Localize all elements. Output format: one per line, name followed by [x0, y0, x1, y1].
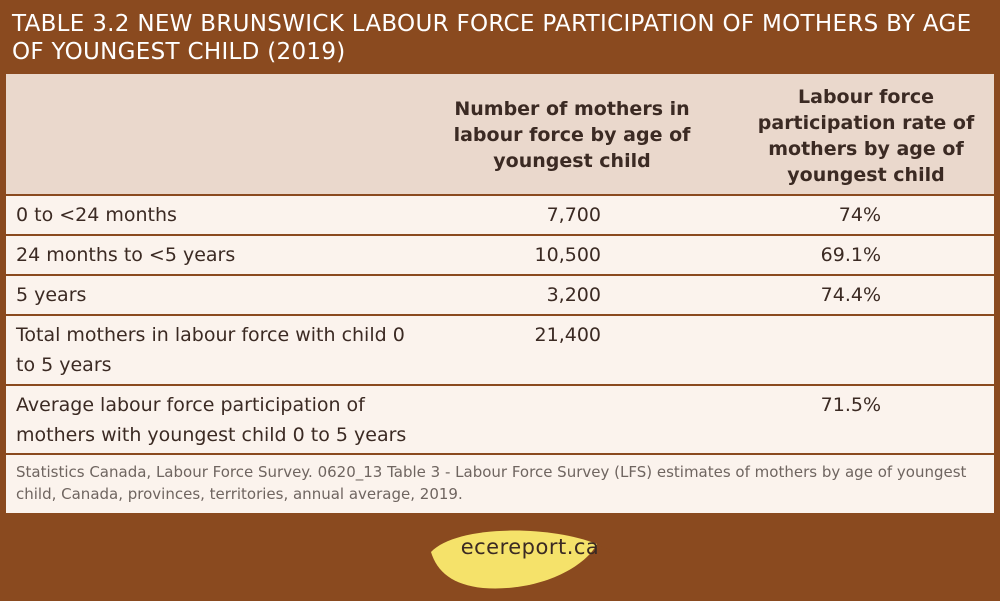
row-label: Average labour force participation of mothers with youngest child 0 to 5 years [16, 394, 407, 446]
table-row [6, 194, 994, 234]
row-number: 10,500 [534, 244, 601, 266]
logo-text: ecereport.ca [460, 535, 600, 559]
column-header-rate: Labour force participation rate of mothers by age of youngest child [757, 86, 975, 186]
row-rate: 74.4% [820, 284, 881, 306]
row-rate: 69.1% [820, 244, 881, 266]
table-row [6, 314, 994, 384]
table-row [6, 274, 994, 314]
row-label: Total mothers in labour force with child 0 to 5 years [16, 324, 405, 376]
row-number: 7,700 [546, 204, 601, 226]
row-number: 21,400 [534, 324, 601, 346]
row-number: 3,200 [546, 284, 601, 306]
ecereport-logo [425, 522, 635, 594]
row-rate: 71.5% [820, 394, 881, 416]
source-note [6, 453, 994, 513]
data-table [6, 74, 994, 511]
source-text: Statistics Canada, Labour Force Survey. 0620_13 Table 3 - Labour Force Survey (LFS) estimates of mothers by age of youngest child, Canada, provinces, territories, annual average, 2019. [16, 463, 967, 503]
row-rate: 74% [838, 204, 881, 226]
table-row [6, 384, 994, 455]
row-label: 24 months to <5 years [16, 244, 236, 266]
column-header-number: Number of mothers in labour force by age of youngest child [453, 98, 691, 172]
table-header [6, 74, 994, 194]
table-title: TABLE 3.2 NEW BRUNSWICK LABOUR FORCE PARTICIPATION OF MOTHERS BY AGE OF YOUNGEST CHILD (2019) [12, 11, 972, 65]
row-label: 0 to <24 months [16, 204, 177, 226]
table-row [6, 234, 994, 274]
row-label: 5 years [16, 284, 87, 306]
